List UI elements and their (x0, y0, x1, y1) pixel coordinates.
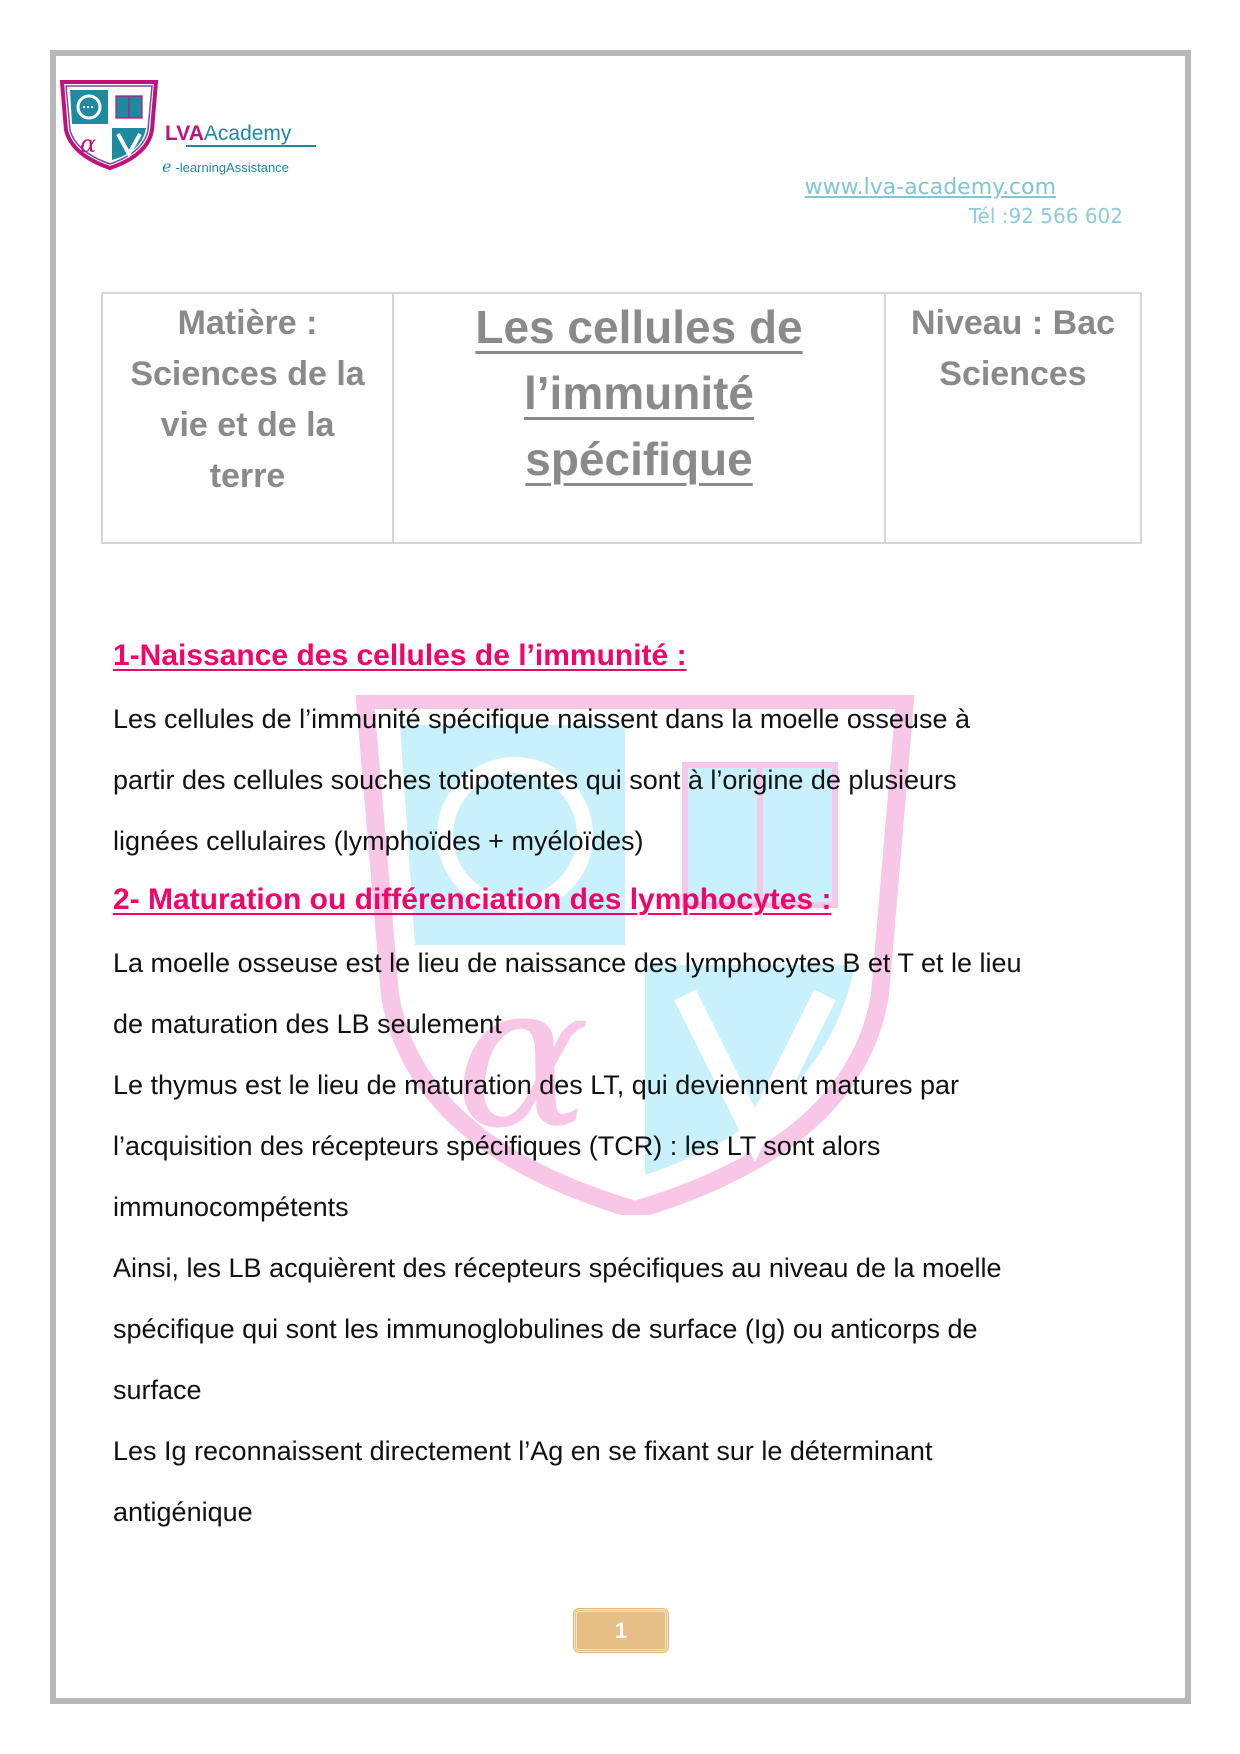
brand-underline (186, 145, 316, 147)
tagline-text: -learningAssistance (175, 160, 289, 175)
section-heading: 2- Maturation ou différenciation des lymphocytes : (113, 883, 832, 916)
brand-tagline (162, 157, 289, 176)
paragraph-line: Les Ig reconnaissent directement l’Ag en se fixant sur le déterminant (113, 1436, 933, 1466)
subject-line: Sciences de la (130, 355, 365, 393)
title-table (101, 292, 1142, 544)
document-title-line: spécifique (525, 433, 753, 485)
section-heading: 1-Naissance des cellules de l’immunité : (113, 639, 687, 672)
tagline-e: e (162, 157, 172, 176)
document-body (113, 628, 1133, 1543)
brand-suffix: Academy (203, 122, 292, 145)
brand-name (165, 123, 291, 144)
phone-number: Tél :92 566 602 (968, 204, 1123, 228)
paragraph-line: Ainsi, les LB acquièrent des récepteurs spécifiques au niveau de la moelle (113, 1253, 1002, 1283)
lva-academy-logo-icon (58, 80, 163, 170)
document-title-cell (393, 293, 885, 543)
subject-line: Matière : (177, 304, 318, 342)
page-number-badge: 1 (574, 1609, 668, 1652)
svg-text:α: α (455, 940, 591, 1173)
brand-prefix: LVA (165, 122, 204, 145)
paragraph-line: de maturation des LB seulement (113, 1009, 502, 1039)
subject-line: terre (209, 457, 286, 495)
paragraph-line: immunocompétents (113, 1192, 349, 1222)
paragraph-line: spécifique qui sont les immunoglobulines de surface (Ig) ou anticorps de (113, 1314, 978, 1344)
website-link[interactable]: www.lva-academy.com (804, 175, 1056, 200)
svg-text:α: α (80, 130, 97, 158)
paragraph-line: l’acquisition des récepteurs spécifiques (TCR) : les LT sont alors (113, 1131, 881, 1161)
document-title-line: l’immunité (523, 367, 755, 419)
paragraph-line: La moelle osseuse est le lieu de naissance des lymphocytes B et T et le lieu (113, 948, 1022, 978)
paragraph-line: antigénique (113, 1497, 253, 1527)
level-line: Niveau : Bac (910, 304, 1116, 342)
document-title-line: Les cellules de (475, 301, 803, 353)
subject-cell (102, 293, 393, 543)
paragraph-line: surface (113, 1375, 202, 1405)
subject-line: vie et de la (160, 406, 335, 444)
level-cell (885, 293, 1141, 543)
paragraph-line: lignées cellulaires (lymphoïdes + myéloïdes) (113, 826, 644, 856)
paragraph-line: partir des cellules souches totipotentes qui sont à l’origine de plusieurs (113, 765, 957, 795)
level-line: Sciences (939, 355, 1087, 393)
paragraph-line: Les cellules de l’immunité spécifique naissent dans la moelle osseuse à (113, 704, 970, 734)
paragraph-line: Le thymus est le lieu de maturation des LT, qui deviennent matures par (113, 1070, 959, 1100)
